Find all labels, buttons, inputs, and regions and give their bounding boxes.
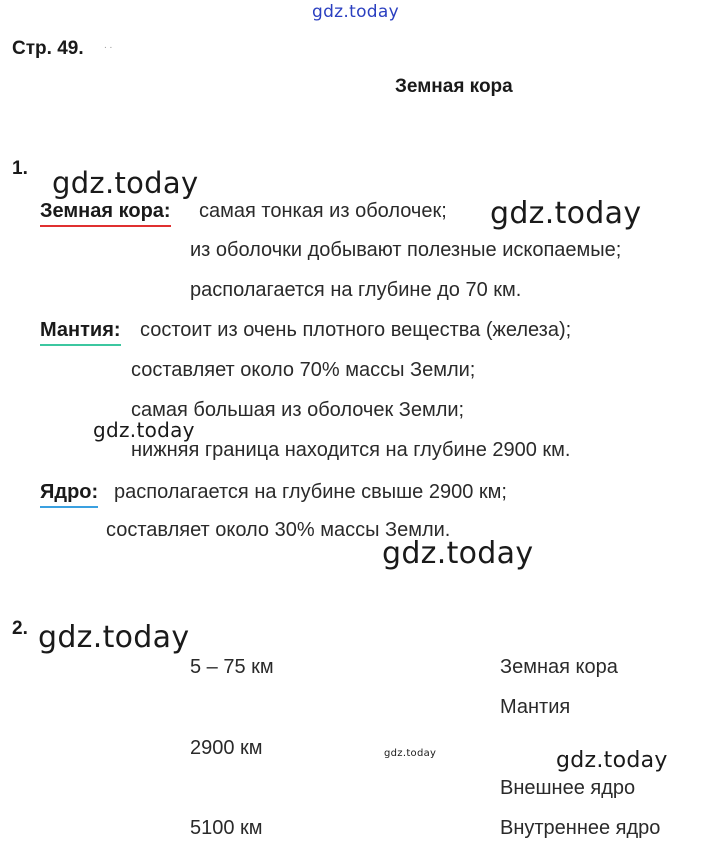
page-title: Земная кора [395,76,513,97]
mantle-line: нижняя граница находится на глубине 2900 км. [131,439,571,461]
watermark: gdz.today [384,748,437,759]
watermark: gdz.today [382,536,534,571]
depth-value: 2900 км [190,737,263,759]
watermark: gdz.today [38,620,190,655]
core-term [40,481,98,508]
mantle-line: состоит из очень плотного вещества (железа); [140,319,572,341]
crust-line: из оболочки добывают полезные ископаемые; [190,239,622,261]
crust-line: самая тонкая из оболочек; [199,200,447,222]
mantle-line: составляет около 70% массы Земли; [131,359,476,381]
layer-name: Мантия [500,696,571,718]
page-reference: Стр. 49. [12,38,84,59]
layer-name: Земная кора [500,656,618,678]
watermark: gdz.today [93,418,195,442]
mantle-line: самая большая из оболочек Земли; [131,399,465,421]
task-number: 1. [12,158,28,179]
page-reference-dots: . . [104,40,113,51]
depth-value: 5100 км [190,817,263,839]
core-line: составляет около 30% массы Земли. [106,519,451,541]
depth-value: 5 – 75 км [190,656,274,678]
watermark: gdz.today [490,196,642,231]
watermark: gdz.today [52,166,199,200]
crust-term-label: Земная кора: [40,200,171,227]
core-line: располагается на глубине свыше 2900 км; [114,481,507,503]
watermark-top: gdz.today [312,2,399,22]
layer-name: Внешнее ядро [500,777,636,799]
crust-line: располагается на глубине до 70 км. [190,279,522,301]
core-term-label: Ядро: [40,481,98,508]
layer-name: Внутреннее ядро [500,817,661,839]
mantle-term [40,319,121,346]
mantle-term-label: Мантия: [40,319,121,346]
watermark: gdz.today [556,748,668,773]
crust-term [40,200,171,227]
task-number: 2. [12,618,28,639]
